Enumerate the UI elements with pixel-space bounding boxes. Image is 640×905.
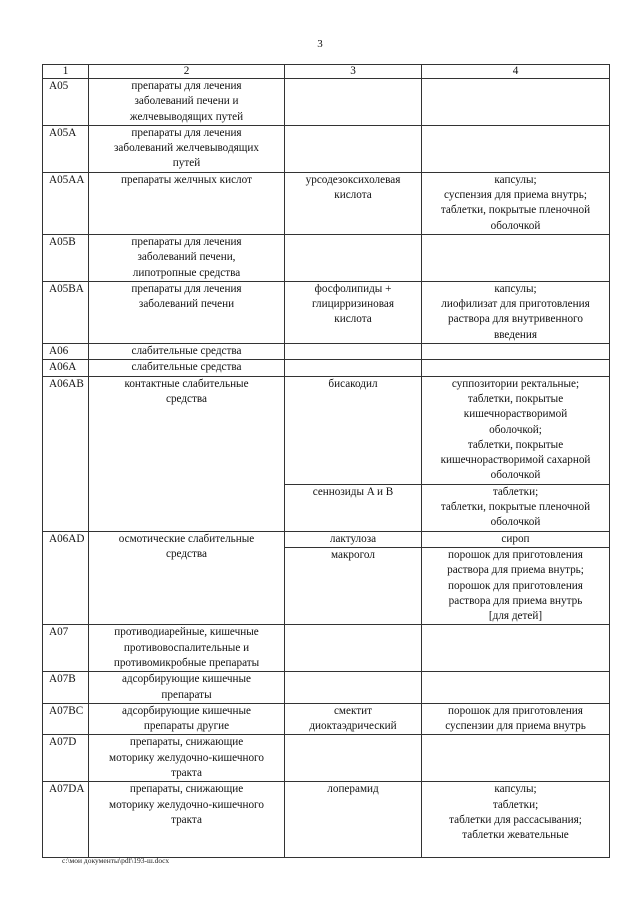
description-cell: слабительные средства: [89, 360, 285, 376]
atc-code-cell: A06: [43, 344, 89, 360]
table-row: [43, 672, 610, 704]
description-cell: слабительные средства: [89, 344, 285, 360]
table-row: [43, 281, 610, 343]
atc-code-cell: A07BC: [43, 703, 89, 735]
drug-name-cell: [285, 360, 422, 376]
dosage-form-cell: [422, 735, 610, 782]
dosage-form-cell: сироп: [422, 531, 610, 547]
drug-name-cell: [285, 234, 422, 281]
atc-code-cell: A06AB: [43, 376, 89, 531]
atc-code-cell: A05AA: [43, 172, 89, 234]
drug-name-cell: [285, 79, 422, 126]
drug-name-cell: сеннозиды A и B: [285, 484, 422, 531]
description-cell: препараты для лечения заболеваний желчевыводящих путей: [89, 125, 285, 172]
column-header-1: 1: [43, 65, 89, 79]
table-row: [43, 360, 610, 376]
description-cell: противодиарейные, кишечные противовоспалительные и противомикробные препараты: [89, 625, 285, 672]
dosage-form-cell: капсулы; лиофилизат для приготовления раствора для внутривенного введения: [422, 281, 610, 343]
drug-name-cell: макрогол: [285, 547, 422, 624]
dosage-form-cell: порошок для приготовления раствора для приема внутрь; порошок для приготовления раствора для приема внутрь [для детей]: [422, 547, 610, 624]
atc-code-cell: A06A: [43, 360, 89, 376]
atc-code-cell: A05: [43, 79, 89, 126]
footer-file-path: c:\мои документы\pdf\193-ш.docx: [62, 856, 170, 865]
description-cell: препараты для лечения заболеваний печени и желчевыводящих путей: [89, 79, 285, 126]
dosage-form-cell: [422, 79, 610, 126]
table-row: [43, 625, 610, 672]
table-row: [43, 344, 610, 360]
description-cell: препараты, снижающие моторику желудочно-кишечного тракта: [89, 782, 285, 858]
dosage-form-cell: суппозитории ректальные; таблетки, покрытые кишечнорастворимой оболочкой; таблетки, покрытые кишечнорастворимой сахарной оболочкой: [422, 376, 610, 484]
dosage-form-cell: [422, 344, 610, 360]
atc-code-cell: A05B: [43, 234, 89, 281]
description-cell: препараты для лечения заболеваний печени: [89, 281, 285, 343]
dosage-form-cell: капсулы; суспензия для приема внутрь; таблетки, покрытые пленочной оболочкой: [422, 172, 610, 234]
description-cell: осмотические слабительные средства: [89, 531, 285, 625]
atc-code-cell: A05A: [43, 125, 89, 172]
atc-code-cell: A06AD: [43, 531, 89, 625]
drug-name-cell: лоперамид: [285, 782, 422, 858]
drug-name-cell: [285, 625, 422, 672]
table-row: [43, 735, 610, 782]
page-number: 3: [317, 38, 323, 50]
table-row: [43, 782, 610, 858]
dosage-form-cell: [422, 672, 610, 704]
drug-name-cell: фосфолипиды + глицирризиновая кислота: [285, 281, 422, 343]
description-cell: адсорбирующие кишечные препараты: [89, 672, 285, 704]
description-cell: контактные слабительные средства: [89, 376, 285, 531]
drug-table: [42, 64, 610, 858]
drug-name-cell: бисакодил: [285, 376, 422, 484]
drug-name-cell: смектит диоктаэдрический: [285, 703, 422, 735]
table-row: [43, 376, 610, 484]
column-header-2: 2: [89, 65, 285, 79]
drug-name-cell: урсодезоксихолевая кислота: [285, 172, 422, 234]
table-row: [43, 125, 610, 172]
table-row: [43, 234, 610, 281]
atc-code-cell: A07D: [43, 735, 89, 782]
table-row: [43, 79, 610, 126]
table-header-row: [43, 65, 610, 79]
description-cell: препараты для лечения заболеваний печени, липотропные средства: [89, 234, 285, 281]
drug-name-cell: [285, 344, 422, 360]
drug-name-cell: лактулоза: [285, 531, 422, 547]
dosage-form-cell: капсулы; таблетки; таблетки для рассасывания; таблетки жевательные: [422, 782, 610, 858]
dosage-form-cell: [422, 234, 610, 281]
atc-code-cell: A07: [43, 625, 89, 672]
dosage-form-cell: [422, 125, 610, 172]
dosage-form-cell: [422, 625, 610, 672]
column-header-4: 4: [422, 65, 610, 79]
drug-name-cell: [285, 735, 422, 782]
drug-name-cell: [285, 672, 422, 704]
description-cell: препараты желчных кислот: [89, 172, 285, 234]
atc-code-cell: A07B: [43, 672, 89, 704]
table-row: [43, 172, 610, 234]
table-row: [43, 703, 610, 735]
column-header-3: 3: [285, 65, 422, 79]
table-row: [43, 531, 610, 547]
description-cell: адсорбирующие кишечные препараты другие: [89, 703, 285, 735]
dosage-form-cell: порошок для приготовления суспензии для приема внутрь: [422, 703, 610, 735]
atc-code-cell: A05BA: [43, 281, 89, 343]
description-cell: препараты, снижающие моторику желудочно-кишечного тракта: [89, 735, 285, 782]
dosage-form-cell: [422, 360, 610, 376]
drug-name-cell: [285, 125, 422, 172]
dosage-form-cell: таблетки; таблетки, покрытые пленочной оболочкой: [422, 484, 610, 531]
atc-code-cell: A07DA: [43, 782, 89, 858]
